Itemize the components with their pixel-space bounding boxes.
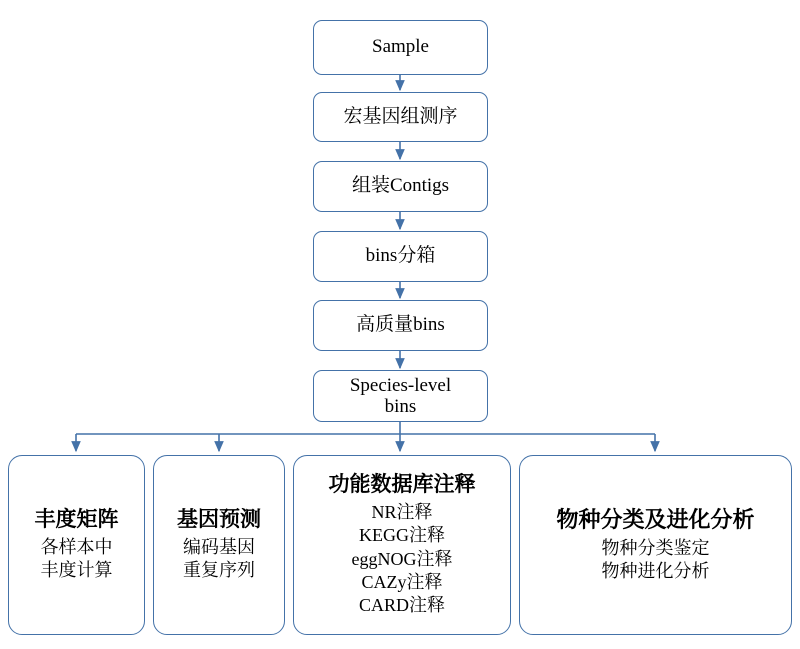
node-functional-database-annotation <box>293 455 511 635</box>
node-metagenome-sequencing <box>313 92 488 142</box>
node-assemble-contigs <box>313 161 488 212</box>
leaf-title: 功能数据库注释 <box>328 472 476 497</box>
leaf-line: 物种进化分析 <box>601 560 710 581</box>
leaf-line: eggNOG注释 <box>351 548 453 569</box>
node-species-level-bins <box>313 370 488 422</box>
node-label: bins分箱 <box>365 245 436 267</box>
node-label: 宏基因组测序 <box>343 105 458 127</box>
node-taxonomy-and-phylogeny <box>519 455 792 635</box>
node-label: 组装Contigs <box>351 175 450 197</box>
leaf-line: KEGG注释 <box>359 525 445 546</box>
leaf-line: 丰度计算 <box>40 560 113 581</box>
leaf-line: CAZy注释 <box>361 572 443 593</box>
leaf-line: 重复序列 <box>183 560 255 581</box>
leaf-line: 物种分类鉴定 <box>601 537 710 558</box>
leaf-title: 物种分类及进化分析 <box>556 506 755 532</box>
node-label: 高质量bins <box>356 314 445 336</box>
leaf-title: 基因预测 <box>177 507 261 532</box>
node-high-quality-bins <box>313 300 488 351</box>
node-binning <box>313 231 488 282</box>
node-abundance-matrix <box>8 455 145 635</box>
node-label: Species-level bins <box>349 374 452 417</box>
leaf-line: NR注释 <box>371 501 433 522</box>
leaf-title: 丰度矩阵 <box>34 507 119 532</box>
leaf-line: CARD注释 <box>358 595 445 616</box>
node-label: Sample <box>372 36 429 58</box>
node-sample <box>313 20 488 75</box>
node-gene-prediction <box>153 455 285 635</box>
leaf-line: 各样本中 <box>40 536 113 557</box>
leaf-line: 编码基因 <box>183 536 255 557</box>
